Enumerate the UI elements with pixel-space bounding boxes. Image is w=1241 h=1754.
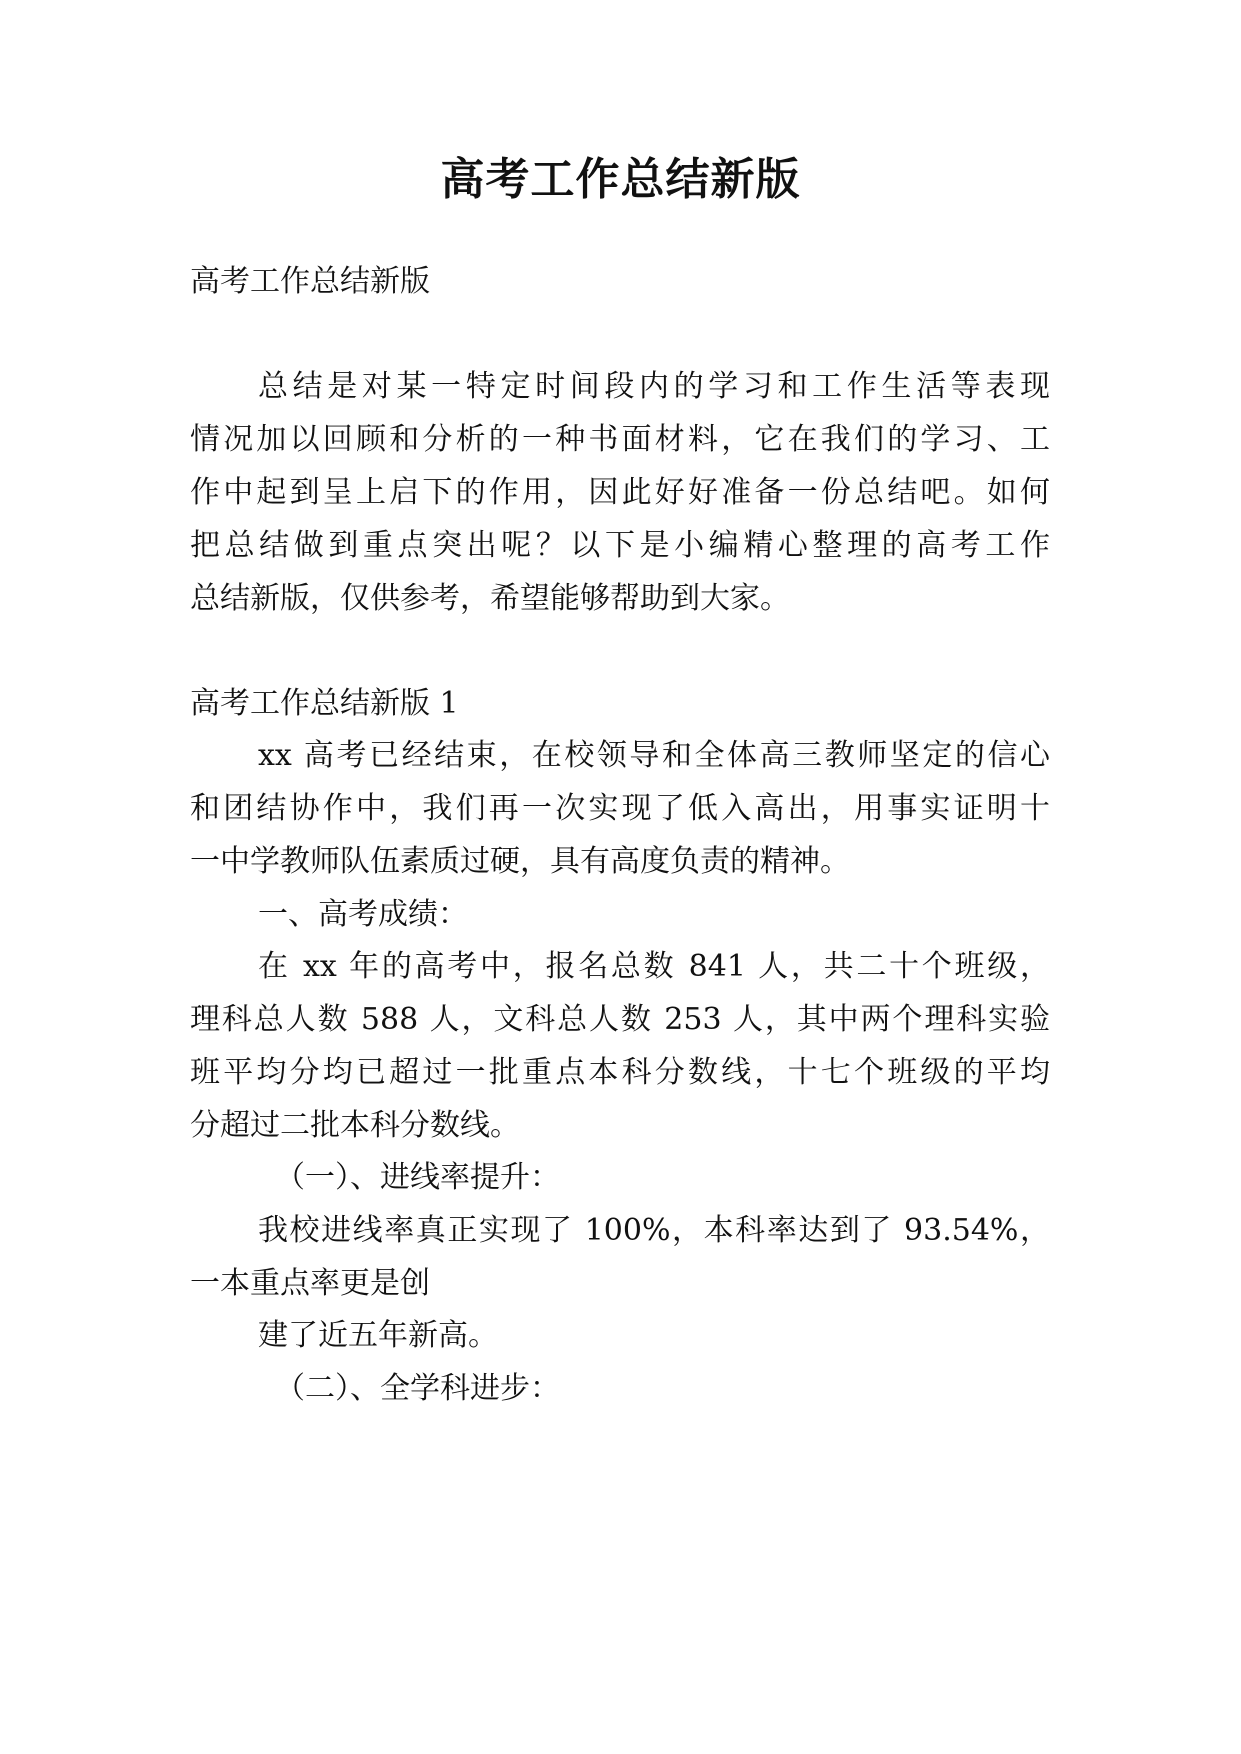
rate-line-2: 一本重点率更是创 bbox=[190, 1266, 430, 1301]
rate-line-1: 我校进线率真正实现了 100%，本科率达到了 93.54%， bbox=[258, 1213, 1050, 1248]
document-title: 高考工作总结新版 bbox=[440, 154, 801, 205]
section-heading: 高考工作总结新版 1 bbox=[190, 686, 459, 721]
scores-line-3: 班平均分均已超过一批重点本科分数线，十七个班级的平均 bbox=[190, 1055, 1050, 1090]
section1-line-3: 一中学教师队伍素质过硬，具有高度负责的精神。 bbox=[190, 844, 850, 879]
section1-line-2: 和团结协作中，我们再一次实现了低入高出，用事实证明十 bbox=[190, 791, 1050, 826]
intro-line-3: 作中起到呈上启下的作用，因此好好准备一份总结吧。如何 bbox=[190, 475, 1050, 510]
section1-line-1: xx 高考已经结束，在校领导和全体高三教师坚定的信心 bbox=[258, 738, 1050, 773]
intro-line-5: 总结新版，仅供参考，希望能够帮助到大家。 bbox=[190, 581, 790, 616]
document-subtitle: 高考工作总结新版 bbox=[190, 264, 430, 299]
scores-line-4: 分超过二批本科分数线。 bbox=[190, 1108, 520, 1143]
intro-line-1: 总结是对某一特定时间段内的学习和工作生活等表现 bbox=[258, 369, 1050, 404]
heading-scores: 一、高考成绩： bbox=[258, 897, 468, 932]
heading-rate: （一）、进线率提升： bbox=[275, 1160, 560, 1195]
heading-subjects: （二）、全学科进步： bbox=[275, 1371, 560, 1406]
scores-line-1: 在 xx 年的高考中，报名总数 841 人，共二十个班级， bbox=[258, 949, 1050, 984]
intro-line-4: 把总结做到重点突出呢？以下是小编精心整理的高考工作 bbox=[190, 528, 1050, 563]
scores-line-2: 理科总人数 588 人，文科总人数 253 人，其中两个理科实验 bbox=[190, 1002, 1050, 1037]
rate-continuation: 建了近五年新高。 bbox=[258, 1318, 498, 1353]
intro-line-2: 情况加以回顾和分析的一种书面材料，它在我们的学习、工 bbox=[190, 422, 1050, 457]
